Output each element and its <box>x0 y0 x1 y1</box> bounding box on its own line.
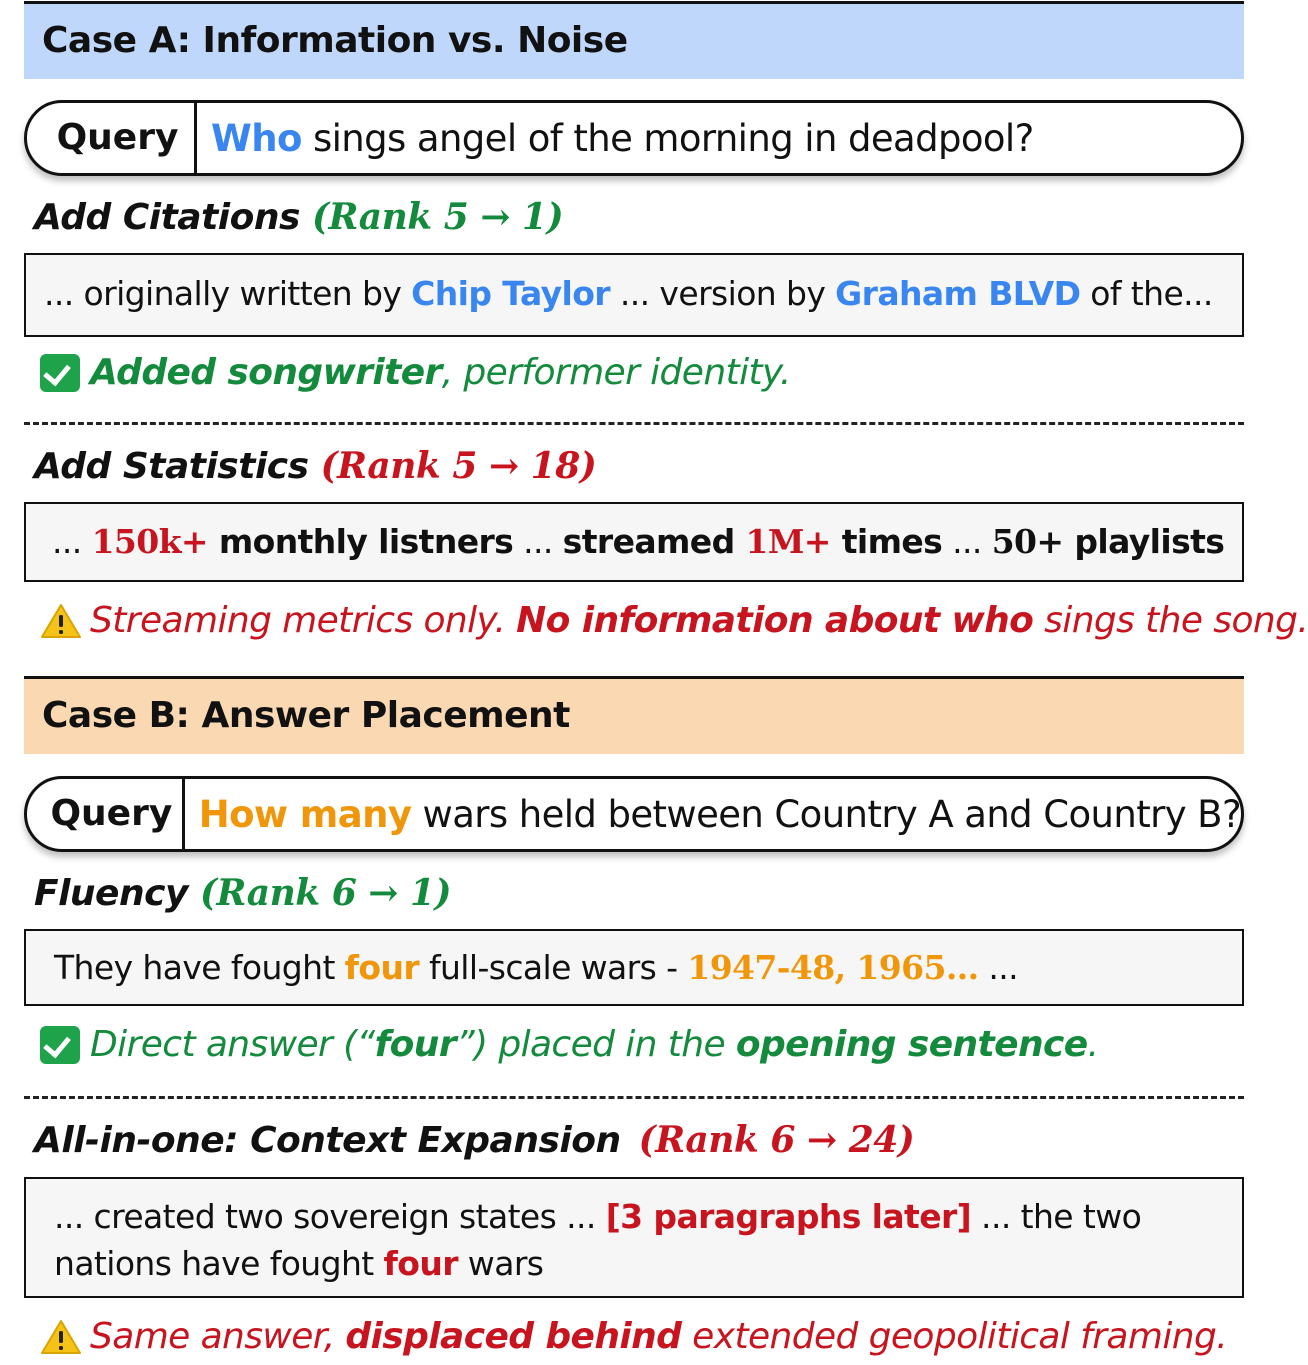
query-highlight: How many <box>198 792 412 836</box>
text-segment: of the... <box>1080 274 1213 313</box>
query-highlight: Who <box>211 116 302 160</box>
context-expansion-label <box>34 1119 914 1161</box>
text-segment: full-scale wars - <box>419 948 688 987</box>
rank-change: (Rank 5 → 1) <box>311 196 564 238</box>
rank-change: (Rank 6 → 1) <box>199 872 452 914</box>
note-text: ”) placed in the <box>455 1024 736 1065</box>
citations-box <box>24 253 1244 337</box>
text-segment: streamed <box>562 522 746 561</box>
note-bold: opening sentence <box>735 1024 1088 1065</box>
answer-highlight: four <box>344 948 420 987</box>
stat-value: 1M+ <box>745 522 831 561</box>
check-icon <box>40 1026 80 1064</box>
text-segment: They have fought <box>54 948 345 987</box>
query-text <box>197 117 1034 160</box>
years-highlight: 1947-48, 1965... <box>687 948 979 987</box>
text-segment: ... <box>52 522 92 561</box>
text-segment: ... originally written by <box>44 274 412 313</box>
expansion-box <box>24 1177 1244 1298</box>
note-text: . <box>1087 1024 1099 1065</box>
statistics-note <box>40 600 1308 641</box>
statistics-box <box>24 502 1244 582</box>
add-citations-label <box>34 196 563 238</box>
case-a-header: Case A: Information vs. Noise <box>24 1 1244 79</box>
note-text: sings the song. <box>1033 600 1308 641</box>
text-segment: times <box>830 522 943 561</box>
note-answer: four <box>374 1024 456 1065</box>
note-text: Direct answer (“ <box>90 1024 375 1065</box>
expansion-line-1 <box>54 1193 1242 1240</box>
section-divider <box>24 1096 1244 1099</box>
query-rest: wars held between Country A and Country B? <box>411 792 1241 836</box>
warning-icon <box>40 1318 82 1356</box>
fluency-note <box>40 1024 1098 1065</box>
text-segment: ... <box>513 522 563 561</box>
query-rest: sings angel of the morning in deadpool? <box>301 116 1034 160</box>
warning-icon <box>40 602 82 640</box>
strategy-name: All-in-one: Context Expansion <box>34 1120 621 1161</box>
expansion-line-2 <box>54 1240 1242 1287</box>
fluency-label <box>34 872 451 914</box>
gap-marker: [3 paragraphs later] <box>605 1197 972 1236</box>
case-a-query <box>24 100 1244 176</box>
rank-change: (Rank 6 → 24) <box>638 1119 915 1161</box>
text-segment: playlists <box>1063 522 1225 561</box>
case-b-header: Case B: Answer Placement <box>24 676 1244 754</box>
note-text: Streaming metrics only. <box>90 600 517 641</box>
stat-value: 50+ <box>991 522 1064 561</box>
note-bold: displaced behind <box>345 1316 682 1357</box>
note-text: extended geopolitical framing. <box>681 1316 1228 1357</box>
stat-value: 150k+ <box>91 522 208 561</box>
text-segment: ... <box>978 948 1019 987</box>
text-segment: ... the two <box>971 1197 1142 1236</box>
note-rest: , performer identity. <box>441 352 791 393</box>
note-bold: No information about who <box>516 600 1034 641</box>
strategy-name: Fluency <box>34 873 188 914</box>
query-label: Query <box>27 779 185 849</box>
citations-note <box>40 352 791 393</box>
rank-change: (Rank 5 → 18) <box>320 445 597 487</box>
case-b-query <box>24 776 1244 852</box>
query-text <box>185 793 1241 836</box>
performer-name: Graham BLVD <box>835 274 1081 313</box>
text-segment: wars <box>457 1244 544 1283</box>
check-icon <box>40 354 80 392</box>
add-statistics-label <box>34 445 596 487</box>
query-label: Query <box>27 103 197 173</box>
strategy-name: Add Statistics <box>34 446 309 487</box>
section-divider <box>24 422 1244 425</box>
answer-highlight: four <box>383 1244 458 1283</box>
fluency-box <box>24 929 1244 1006</box>
text-segment: ... <box>942 522 992 561</box>
text-segment: monthly listners <box>207 522 514 561</box>
strategy-name: Add Citations <box>34 197 300 238</box>
text-segment: ... version by <box>609 274 836 313</box>
expansion-note <box>40 1316 1227 1357</box>
note-text: Same answer, <box>90 1316 346 1357</box>
text-segment: ... created two sovereign states ... <box>54 1197 606 1236</box>
text-segment: nations have fought <box>54 1244 384 1283</box>
songwriter-name: Chip Taylor <box>411 274 610 313</box>
note-bold: Added songwriter <box>90 352 442 393</box>
